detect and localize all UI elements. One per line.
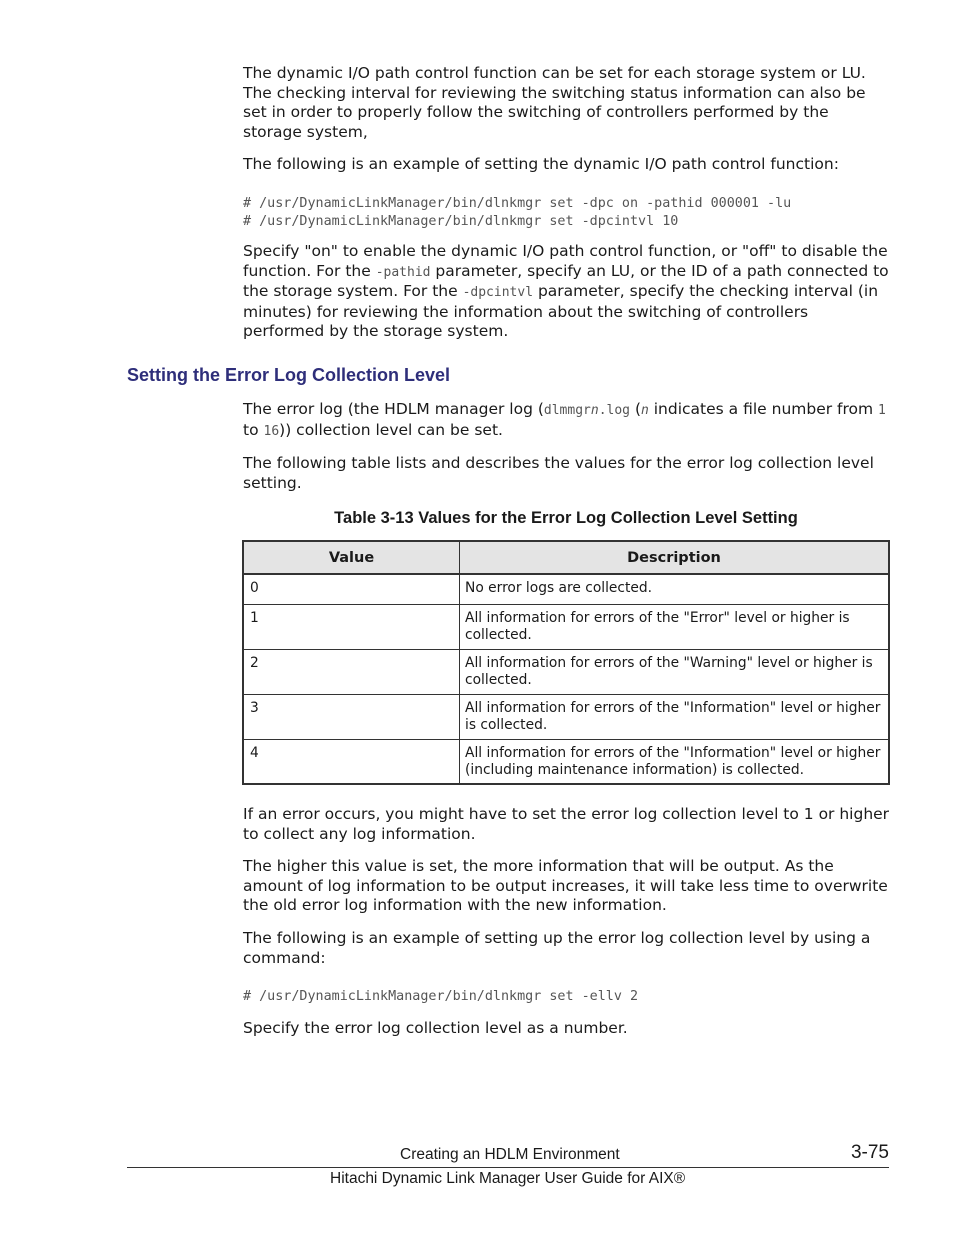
inline-code-16: 16 (263, 423, 280, 439)
code-line: # /usr/DynamicLinkManager/bin/dlnkmgr set -dpc on -pathid 000001 -lu (243, 196, 792, 211)
cell-description: All information for errors of the "Warning" level or higher is collected. (460, 649, 890, 694)
paragraph-table-intro (243, 454, 891, 493)
paragraph-specify-level (243, 1019, 891, 1039)
table-caption: Table 3-13 Values for the Error Log Collection Level Setting (334, 509, 798, 527)
body-text (243, 400, 891, 441)
cell-value: 1 (243, 604, 460, 649)
code-block-dpc (243, 195, 891, 231)
body-text: Specify the error log collection level as a number. (243, 1019, 628, 1037)
cell-value: 2 (243, 649, 460, 694)
table-row (243, 694, 889, 739)
text-run: parameter, specify the checking interval (in minutes) for reviewing the information about the switching of controllers performed by the storage system. (243, 282, 879, 341)
table-row (243, 574, 889, 604)
code-line: # /usr/DynamicLinkManager/bin/dlnkmgr set -ellv 2 (243, 989, 639, 1004)
cell-value: 4 (243, 739, 460, 784)
body-text: The dynamic I/O path control function can be set for each storage system or LU. The checking interval for reviewing the switching status information can also be set in order to properly follow the switching of controllers performed by the storage system, (243, 64, 866, 141)
inline-code-1: 1 (878, 403, 886, 418)
body-text: The following is an example of setting up the error log collection level by using a command: (243, 929, 871, 967)
paragraph-error-log-intro (243, 400, 891, 441)
table-header-row (243, 541, 889, 574)
body-text: The higher this value is set, the more information that will be output. As the amount of log information to be output increases, it will take less time to overwrite the old error log information with the new information. (243, 857, 888, 915)
page-number: 3-75 (850, 1142, 889, 1163)
inline-code-extension: .log (598, 403, 631, 418)
paragraph-dpc-example-intro (243, 155, 891, 175)
text-run: Specify "on" to enable the dynamic I/O path control function, or "off" to disable the function. For the (243, 242, 888, 280)
text-run: )) collection level can be set. (279, 420, 503, 439)
text-run: to (243, 420, 264, 439)
inline-code-filename: dlmmgr (543, 403, 591, 418)
text-run: parameter, specify an LU, or the ID of a path connected to the storage system. For the (243, 261, 889, 301)
footer-divider (127, 1167, 889, 1168)
inline-code-pathid: -pathid (375, 264, 431, 280)
code-block-ellv (243, 988, 891, 1006)
cell-description: All information for errors of the "Information" level or higher is collected. (460, 694, 890, 739)
footer-book-title: Hitachi Dynamic Link Manager User Guide for AIX® (330, 1170, 686, 1187)
inline-code-variable: n (590, 403, 599, 418)
body-text: If an error occurs, you might have to set the error log collection level to 1 or higher to collect any log information. (243, 805, 890, 843)
paragraph-higher-value (243, 857, 891, 916)
section-heading: Setting the Error Log Collection Level (127, 365, 451, 385)
cell-value: 3 (243, 694, 460, 739)
body-text (243, 242, 891, 342)
cell-description: All information for errors of the "Error" level or higher is collected. (460, 604, 890, 649)
cell-description: All information for errors of the "Information" level or higher (including maintenance information) is collected. (460, 739, 890, 784)
cell-description: No error logs are collected. (460, 574, 890, 604)
paragraph-command-intro (243, 929, 891, 968)
paragraph-dpc-params (243, 242, 891, 342)
text-run: indicates a file number from (648, 400, 879, 418)
text-run: The error log (the HDLM manager log ( (243, 400, 544, 418)
table-row (243, 604, 889, 649)
code-line: # /usr/DynamicLinkManager/bin/dlnkmgr set -dpcintvl 10 (243, 214, 679, 229)
inline-code-dpcintvl: -dpcintvl (462, 285, 534, 301)
inline-variable-n: n (641, 403, 649, 418)
body-text: The following is an example of setting the dynamic I/O path control function: (243, 155, 839, 173)
cell-value: 0 (243, 574, 460, 604)
footer-chapter-title: Creating an HDLM Environment (400, 1146, 620, 1163)
column-header-description: Description (460, 541, 890, 574)
column-header-value: Value (243, 541, 460, 574)
table-row (243, 649, 889, 694)
paragraph-dpc-intro (243, 64, 891, 142)
table-row (243, 739, 889, 784)
text-run: ( (630, 400, 641, 418)
body-text: The following table lists and describes the values for the error log collection level setting. (243, 454, 874, 492)
values-table (242, 540, 890, 785)
paragraph-error-occurs (243, 805, 891, 844)
